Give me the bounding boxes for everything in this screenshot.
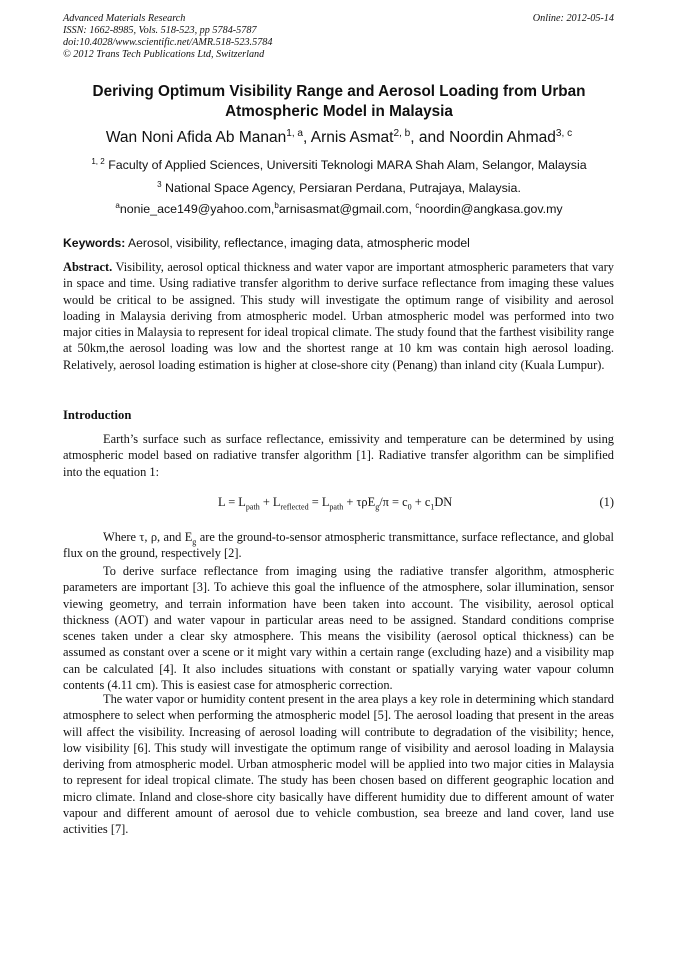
email-mark-b: b [274, 200, 279, 210]
email-mark-c: c [415, 200, 420, 210]
paragraph-text: Where τ, ρ, and E [103, 530, 193, 544]
intro-paragraph-2 [63, 529, 614, 562]
affiliation-2 [40, 180, 638, 196]
title-line-2: Atmospheric Model in Malaysia [225, 103, 453, 120]
journal-name: Advanced Materials Research [63, 13, 186, 24]
keywords-text: Aerosol, visibility, reflectance, imaging data, atmospheric model [125, 236, 470, 250]
eq-term: + c [411, 495, 431, 509]
author-3: Noordin Ahmad [449, 129, 556, 146]
eq-term: = L [308, 495, 330, 509]
eq-subscript: 1 [430, 502, 435, 512]
author-2-affiliation-mark: 2, b [393, 127, 411, 139]
section-heading-introduction: Introduction [63, 408, 132, 422]
abstract-text: Visibility, aerosol optical thickness and water vapor are important atmospheric parameters that vary in space and time. Using radiative transfer algorithm to derive surface reflectance from imaging these values would be critical to be assigned. This study will investigate the optimum range of visibility and aerosol loading in Malaysia deriving from atmospheric model. Urban atmospheric model was performed into two major cities in Malaysia to represent for ideal tropical climate. The study found that the farthest visibility range at 50km,the aerosol loading was low and the shortest range at 10 km was contain high aerosol loading. Relatively, aerosol loading estimation is higher at close-shore city (Penang) than inland city (Kuala Lumpur). [63, 260, 614, 372]
journal-doi: doi:10.4028/www.scientific.net/AMR.518-523.5784 [63, 37, 273, 48]
author-separator: , [303, 129, 311, 146]
affiliation-1-mark: 1, 2 [91, 156, 105, 166]
keywords-label: Keywords: [63, 236, 126, 250]
title-line-1: Deriving Optimum Visibility Range and Aerosol Loading from Urban [92, 83, 586, 100]
author-emails [40, 201, 638, 217]
author-2: Arnis Asmat [310, 129, 394, 146]
email-mark-a: a [115, 200, 120, 210]
eq-subscript: path [329, 502, 344, 512]
affiliation-1-text: Faculty of Applied Sciences, Universiti Teknologi MARA Shah Alam, Selangor, Malaysia [108, 158, 587, 172]
affiliation-1 [40, 157, 638, 173]
author-1: Wan Noni Afida Ab Manan [105, 129, 287, 146]
intro-paragraph-3: To derive surface reflectance from imaging using the radiative transfer algorithm, atmospheric parameters are important [3]. To achieve this goal the influence of the atmosphere, solar illumination, sensor viewing geometry, and terrain information have been taken into account. The visibility, aerosol optical thickness (AOT) and water vapour in particular areas need to be assigned. Standard conditions comprise scenes taken under a clear sky atmosphere. This means the visibility (aerosol optical thickness) can be assumed as constant over a scene or it might vary within a certain range (excluding haze) and a visibility map can be calculated [4]. It also includes situations with constant or spatially varying water vapour column contents (4.11 cm). This is easiest case for atmospheric correction. [63, 564, 614, 693]
author-list [40, 128, 638, 148]
eq-term: DN [434, 495, 453, 509]
keywords [63, 235, 614, 251]
journal-copyright: © 2012 Trans Tech Publications Ltd, Switzerland [63, 49, 265, 60]
abstract [63, 259, 614, 373]
eq-term: /π = c [379, 495, 408, 509]
paragraph-subscript: g [192, 537, 197, 547]
paragraph-text: are the ground-to-sensor atmospheric transmittance, surface reflectance, and global flux on the ground, respectively [2]. [63, 530, 614, 561]
abstract-label: Abstract. [63, 260, 113, 274]
eq-subscript: reflected [280, 502, 309, 512]
intro-paragraph-4: The water vapor or humidity content present in the area plays a key role in determining which standard atmosphere to select when performing the atmospheric model [5]. The aerosol loading that present in the areas will affect the visibility. Increasing of aerosol loading will contribute to degradation of the visibility; hence, low visibility [6]. This study will investigate the optimum range of visibility and aerosol loading in Malaysia deriving from atmospheric model. Urban atmospheric model will be applied into two major cities in Malaysia to represent for ideal tropical climate. The study has been chosen based on different geographic location and micro climate. Inland and close-shore city basically have different humidity due to different amount of water vapour and different amount of aerosol due to vehicle combustion, sea breeze and land cover, land use activities [7]. [63, 692, 614, 837]
email-a[interactable]: nonie_ace149@yahoo.com, [119, 202, 275, 216]
journal-header [63, 13, 272, 61]
online-date: Online: 2012-05-14 [532, 13, 614, 24]
affiliation-2-text: National Space Agency, Persiaran Perdana, Putrajaya, Malaysia. [165, 181, 521, 195]
email-b[interactable]: arnisasmat@gmail.com, [278, 202, 416, 216]
eq-term: + L [259, 495, 281, 509]
eq-subscript: 0 [407, 502, 412, 512]
affiliation-2-mark: 3 [157, 179, 162, 189]
eq-term: L = L [218, 495, 246, 509]
eq-subscript: g [375, 502, 380, 512]
journal-issn: ISSN: 1662-8985, Vols. 518-523, pp 5784-5787 [63, 25, 257, 36]
equation-1 [63, 495, 614, 513]
intro-paragraph-1: Earth’s surface such as surface reflectance, emissivity and temperature can be determined by using atmospheric model based on radiative transfer algorithm [1]. Radiative transfer algorithm can be simplified into the equation 1: [63, 432, 614, 479]
author-1-affiliation-mark: 1, a [286, 127, 304, 139]
email-c[interactable]: noordin@angkasa.gov.my [419, 202, 563, 216]
equation-body [218, 495, 452, 510]
author-3-affiliation-mark: 3, c [555, 127, 573, 139]
eq-subscript: path [245, 502, 260, 512]
equation-number: (1) [599, 495, 614, 509]
eq-term: + τρE [343, 495, 376, 509]
author-separator: , and [410, 129, 450, 146]
paper-title [40, 82, 638, 122]
